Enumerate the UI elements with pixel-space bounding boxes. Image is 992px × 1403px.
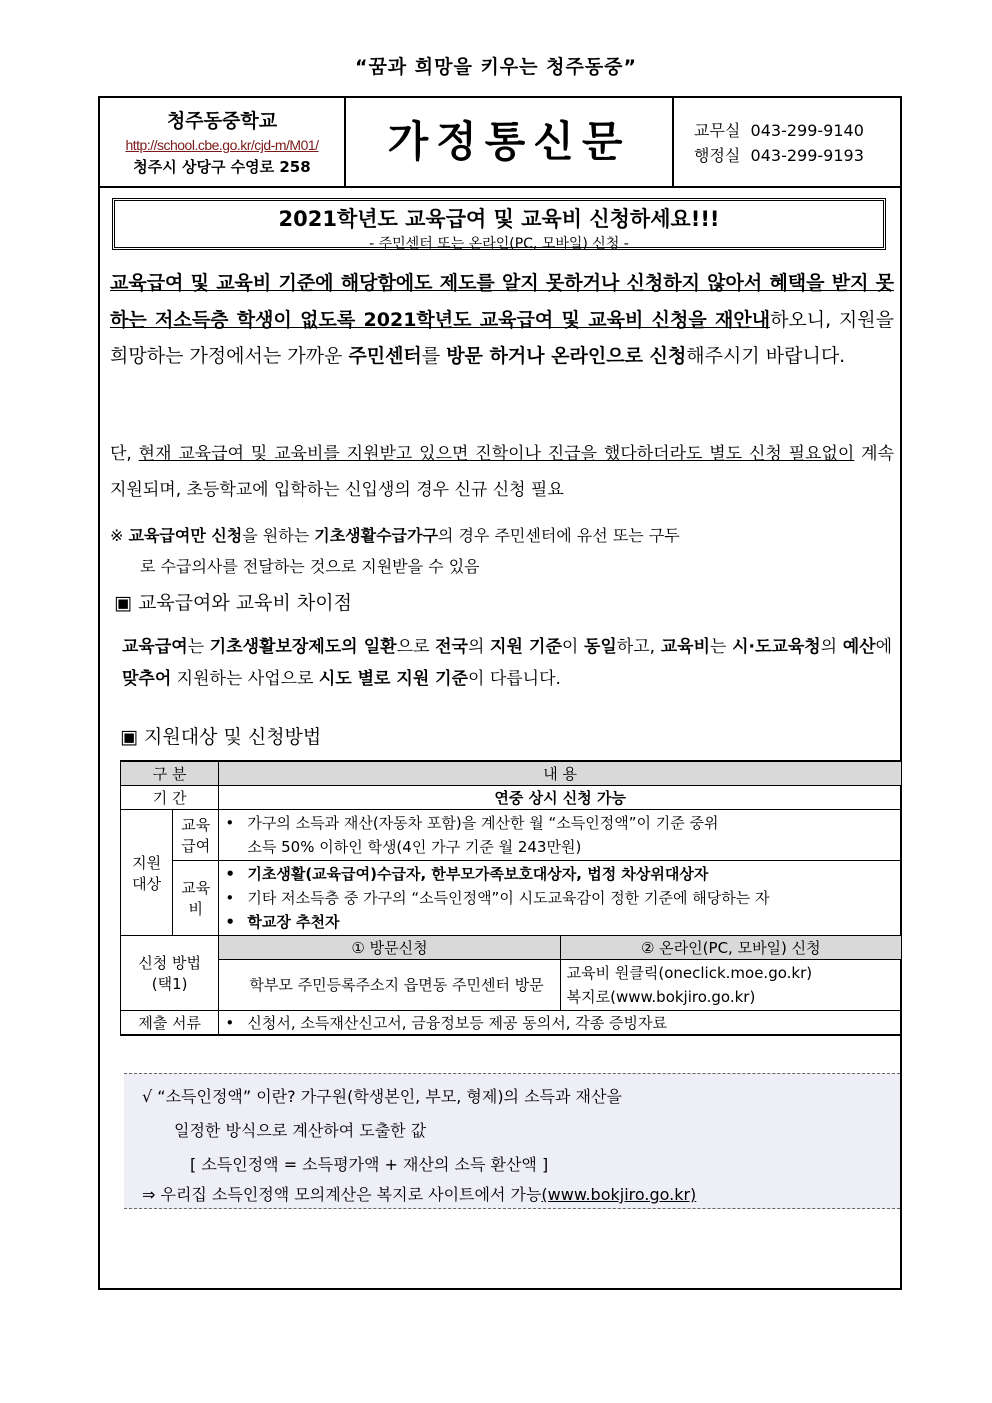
- continuation-paragraph: [110, 436, 894, 508]
- table-header-row: [121, 761, 902, 786]
- diff-bold: 시·도교육청: [732, 637, 821, 657]
- para-underlined: 현재 교육급여 및 교육비를 지원받고 있으면 진학이나 진급을 했다하더라도 별도 신청 필요없이: [138, 444, 855, 464]
- note-text: 을 원하는: [242, 526, 315, 545]
- list-item: [225, 910, 895, 934]
- target-label: 지원 대상: [121, 810, 173, 936]
- contact-label: 교무실: [694, 121, 741, 140]
- info-text: ⇒ 우리집 소득인정액 모의계산은 복지로 사이트에서 가능: [142, 1185, 542, 1204]
- diff-bold: 교육비: [660, 637, 711, 657]
- diff-text: 는: [710, 637, 733, 657]
- difference-paragraph: [122, 631, 892, 695]
- diff-text: 하고,: [616, 637, 661, 657]
- edu-benefit-label: 교육 급여: [173, 810, 219, 861]
- info-line: [142, 1182, 696, 1205]
- note-bold: 교육급여만 신청: [128, 526, 243, 545]
- period-label: 기 간: [121, 786, 219, 810]
- note-line: [110, 520, 894, 551]
- note-bold: 기초생활수급가구: [314, 526, 438, 545]
- page-title: 가정통신문: [346, 98, 674, 186]
- diff-bold: 기초생활보장제도의 일환: [209, 637, 397, 657]
- list-item-text: 학교장 추천자: [247, 913, 340, 931]
- online-body: [560, 960, 901, 1011]
- notice-title-box: [112, 198, 886, 250]
- diff-text: 에: [875, 637, 893, 657]
- visit-header: ① 방문신청: [219, 936, 560, 960]
- online-header: ② 온라인(PC, 모바일) 신청: [560, 936, 901, 960]
- notice-subtitle: - 주민센터 또는 온라인(PC, 모바일) 신청 -: [369, 236, 629, 252]
- school-url-link[interactable]: http://school.cbe.go.kr/cjd-m/M01/: [125, 137, 319, 153]
- diff-text: 이: [561, 637, 584, 657]
- apply-label: 신청 방법 (택1): [121, 936, 219, 1011]
- contact-label: 행정실: [694, 146, 741, 165]
- docs-label: 제출 서류: [121, 1011, 219, 1036]
- list-item: [225, 886, 895, 910]
- table-row: [121, 936, 902, 960]
- contact-row: [694, 143, 864, 168]
- diff-text: 이 다릅니다.: [468, 669, 561, 689]
- bullet: •: [225, 814, 235, 832]
- diff-bold: 전국: [435, 637, 468, 657]
- intro-bold: 주민센터: [348, 345, 422, 367]
- school-name: 청주동중학교: [166, 110, 278, 132]
- list-item-text: 기초생활(교육급여)수급자, 한부모가족보호대상자, 법정 차상위대상자: [247, 865, 709, 883]
- edu-cost-label: 교육 비: [173, 861, 219, 936]
- bullet: •: [225, 889, 235, 907]
- school-address: 청주시 상당구 수영로 258: [133, 158, 311, 176]
- list-item-text: 가구의 소득과 재산(자동차 포함)을 계산한 월 “소득인정액”이 기준 중위: [247, 814, 719, 832]
- header-content: 내 용: [219, 761, 902, 786]
- note-mark: ※: [110, 526, 129, 545]
- intro-text: 하오니, 지원을 희망하는 가정에서는 가까운: [110, 308, 894, 367]
- contact-row: [694, 118, 864, 143]
- table-row: [121, 810, 902, 861]
- info-line: 일정한 방식으로 계산하여 도출한 값: [174, 1121, 427, 1140]
- section-heading-difference: ▣ 교육급여와 교육비 차이점: [114, 592, 352, 614]
- reference-note: [110, 520, 894, 582]
- para-text: 계속 지원되며, 초등학교에 입학하는 신입생의 경우 신규 신청 필요: [110, 444, 895, 500]
- diff-bold: 동일: [583, 637, 617, 657]
- table-row: [121, 960, 902, 1011]
- bullet: •: [225, 1014, 235, 1032]
- school-info: [100, 98, 346, 186]
- intro-text: 해주시기 바랍니다.: [686, 345, 846, 367]
- online-option[interactable]: 교육비 원클릭(oneclick.moe.go.kr): [566, 964, 813, 982]
- diff-text: 으로: [396, 637, 436, 657]
- list-item: [225, 862, 895, 886]
- period-value: 연중 상시 신청 가능: [219, 786, 902, 810]
- contact-phone: 043-299-9193: [750, 146, 864, 165]
- docs-text: 신청서, 소득재산신고서, 금융정보등 제공 동의서, 각종 증빙자료: [247, 1014, 668, 1032]
- diff-bold: 예산: [842, 637, 876, 657]
- table-row: [121, 786, 902, 810]
- diff-text: 의: [820, 637, 843, 657]
- note-line: 로 수급의사를 전달하는 것으로 지원받을 수 있음: [140, 557, 480, 576]
- intro-paragraph: [110, 265, 894, 375]
- bokjiro-link[interactable]: (www.bokjiro.go.kr): [541, 1185, 697, 1204]
- diff-text: 지원하는 사업으로: [171, 669, 319, 689]
- bullet: •: [225, 913, 235, 931]
- table-row: [121, 1011, 902, 1036]
- para-text: 단,: [110, 444, 139, 464]
- diff-text: 는: [187, 637, 210, 657]
- contact-info: [694, 118, 864, 168]
- docs-value: [219, 1011, 902, 1036]
- header-category: 구 분: [121, 761, 219, 786]
- header: [100, 98, 900, 188]
- newsletter-frame: [98, 96, 902, 1290]
- school-motto: “꿈과 희망을 키우는 청주동중”: [354, 56, 638, 78]
- diff-bold: 맞추어: [122, 669, 172, 689]
- diff-bold: 지원 기준: [490, 637, 562, 657]
- list-item-text: 기타 저소득층 중 가구의 “소득인정액”이 시도교육감이 정한 기준에 해당하는 자: [247, 889, 770, 907]
- info-formula: [ 소득인정액 = 소득평가액 + 재산의 소득 환산액 ]: [190, 1155, 549, 1174]
- list-item: [225, 811, 895, 835]
- info-line: √ “소득인정액” 이란? 가구원(학생본인, 부모, 형제)의 소득과 재산을: [142, 1087, 622, 1106]
- section-heading-support: ▣ 지원대상 및 신청방법: [120, 726, 322, 748]
- visit-body: 학부모 주민등록주소지 읍면동 주민센터 방문: [219, 960, 560, 1011]
- diff-text: 의: [467, 637, 491, 657]
- diff-bold: 교육급여: [122, 637, 188, 657]
- edu-cost-detail: [219, 861, 902, 936]
- online-option[interactable]: 복지로(www.bokjiro.go.kr): [566, 988, 756, 1006]
- income-info-box: [124, 1073, 900, 1209]
- diff-bold: 시도 별로 지원 기준: [318, 669, 469, 689]
- notice-title: 2021학년도 교육급여 및 교육비 신청하세요!!!: [278, 207, 720, 231]
- intro-underlined: 교육급여 및 교육비 기준에 해당함에도 제도를 알지 못하거나 신청하지 않아서 혜택을 받지 못하는 저소득층 학생이 없도록 2021학년도 교육급여 및 교육비 신청을 재안내: [110, 272, 894, 331]
- support-table: [120, 760, 902, 1036]
- intro-text: 를: [421, 345, 447, 367]
- note-text: 의 경우 주민센터에 유선 또는 구두: [437, 526, 680, 545]
- table-row: [121, 861, 902, 936]
- bullet: •: [225, 865, 235, 883]
- intro-bold: 방문 하거나 온라인으로 신청: [446, 345, 687, 367]
- list-item: 소득 50% 이하인 학생(4인 가구 기준 월 243만원): [247, 838, 582, 856]
- contact-phone: 043-299-9140: [750, 121, 864, 140]
- edu-benefit-detail: [219, 810, 902, 861]
